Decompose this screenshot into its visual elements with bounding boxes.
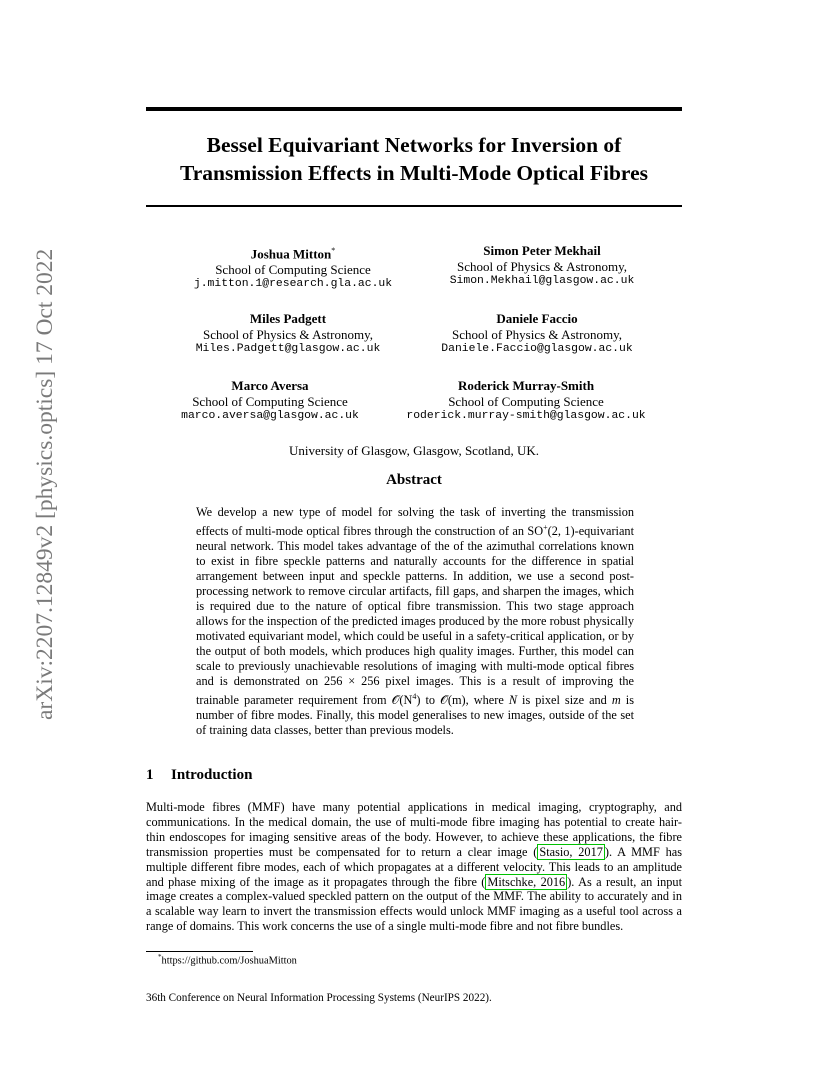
author-email[interactable]: Daniele.Faccio@glasgow.ac.uk bbox=[441, 343, 633, 355]
author-affiliation: School of Physics & Astronomy, bbox=[457, 258, 627, 274]
footnote-link[interactable]: https://github.com/JoshuaMitton bbox=[161, 955, 297, 967]
university-line: University of Glasgow, Glasgow, Scotland, UK. bbox=[289, 443, 539, 458]
title-top-rule bbox=[146, 107, 682, 111]
author-name: Daniele Faccio bbox=[496, 311, 578, 326]
abstract-heading: Abstract bbox=[386, 472, 442, 488]
author-email[interactable]: Miles.Padgett@glasgow.ac.uk bbox=[195, 343, 381, 355]
citation-link[interactable]: Stasio, 2017 bbox=[539, 844, 603, 859]
author-affiliation: School of Computing Science bbox=[215, 261, 371, 277]
author-name: Miles Padgett bbox=[249, 311, 327, 326]
author-block bbox=[392, 243, 692, 290]
section-heading-introduction: 1 Introduction bbox=[146, 767, 253, 783]
citation-link[interactable]: Mitschke, 2016 bbox=[487, 874, 566, 889]
introduction-text: Multi-mode fibres (MMF) have many potential applications in medical imaging, cryptography, and communications. In the medical domain, the use of multi-mode fibre imaging has potential to create hair-thin endoscopes for imaging sensitive areas of the body. However, to achieve these applications, the fibre transmission properties must be compensated for to return a clear image ( Stasio, 2017 ). A MMF has multiple different fibre modes, each of which propagates at a different velocity. This leads to an amplitude and phase mixing of the image as it propagates through the fibre ( Mitschke, 2016 ). As a result, an input image creates a complex-valued speckled pattern on the output of the MMF. The ability to accurately and in a scalable way learn to invert the transmission effects would unlock MMF imaging as a useful tool across a range of domains. This work concerns the use of a single multi-mode fibre and not fibre bundles. bbox=[146, 800, 682, 934]
author-name: Simon Peter Mekhail bbox=[483, 243, 601, 258]
conference-note: 36th Conference on Neural Information Processing Systems (NeurIPS 2022). bbox=[146, 992, 492, 1004]
title-bottom-rule bbox=[146, 205, 682, 207]
author-email[interactable]: roderick.murray-smith@glasgow.ac.uk bbox=[406, 410, 646, 422]
footnote: *https://github.com/JoshuaMitton bbox=[158, 953, 297, 967]
author-affiliation: School of Physics & Astronomy, bbox=[203, 326, 373, 342]
paper-title: Bessel Equivariant Networks for Inversion of Transmission Effects in Multi-Mode Optical Fibres bbox=[179, 133, 648, 185]
author-affiliation: School of Computing Science bbox=[192, 393, 348, 409]
author-affiliation: School of Physics & Astronomy, bbox=[452, 326, 622, 342]
author-name: Roderick Murray-Smith bbox=[457, 378, 595, 393]
author-block bbox=[120, 378, 420, 425]
author-email[interactable]: marco.aversa@glasgow.ac.uk bbox=[181, 410, 359, 422]
abstract-text: We develop a new type of model for solving the task of inverting the transmission effects of multi-mode optical fibres through the construction of an SO+(2, 1)-equivariant neural network. This model takes advantage of the of the azimuthal correlations known to exist in fibre speckle patterns and naturally accounts for the difference in spatial arrangement between input and speckle patterns. In addition, we use a second post-processing network to remove circular artifacts, fill gaps, and sharpen the images, which is required due to the nature of optical fibre transmission. This two stage approach allows for the inspection of the predicted images produced by the more robust physically motivated equivariant model, which could be useful in a safety-critical application, or by the output of both models, which produces high quality images. Further, this model can scale to previously unachievable resolutions of imaging with multi-mode optical fibres and is demonstrated on 256 × 256 pixel images. This is a result of improving the trainable parameter requirement from $𝒪(N^4)$ to 𝒪(m), where N is pixel size and m is number of fibre modes. Finally, this model generalises to new images, outside of the set of training data classes, better than previous models. bbox=[196, 505, 635, 738]
author-affiliation: School of Computing Science bbox=[448, 393, 604, 409]
arxiv-identifier: arXiv:2207.12849v2 [physics.optics] 17 Oct 2022 bbox=[32, 248, 58, 720]
author-name: Joshua Mitton* bbox=[250, 246, 336, 262]
footnote-rule bbox=[146, 951, 253, 952]
author-block bbox=[387, 311, 687, 358]
author-email[interactable]: j.mitton.1@research.gla.ac.uk bbox=[193, 278, 393, 291]
author-email[interactable]: Simon.Mekhail@glasgow.ac.uk bbox=[449, 275, 635, 287]
author-name: Marco Aversa bbox=[231, 378, 309, 393]
author-block bbox=[376, 378, 676, 425]
